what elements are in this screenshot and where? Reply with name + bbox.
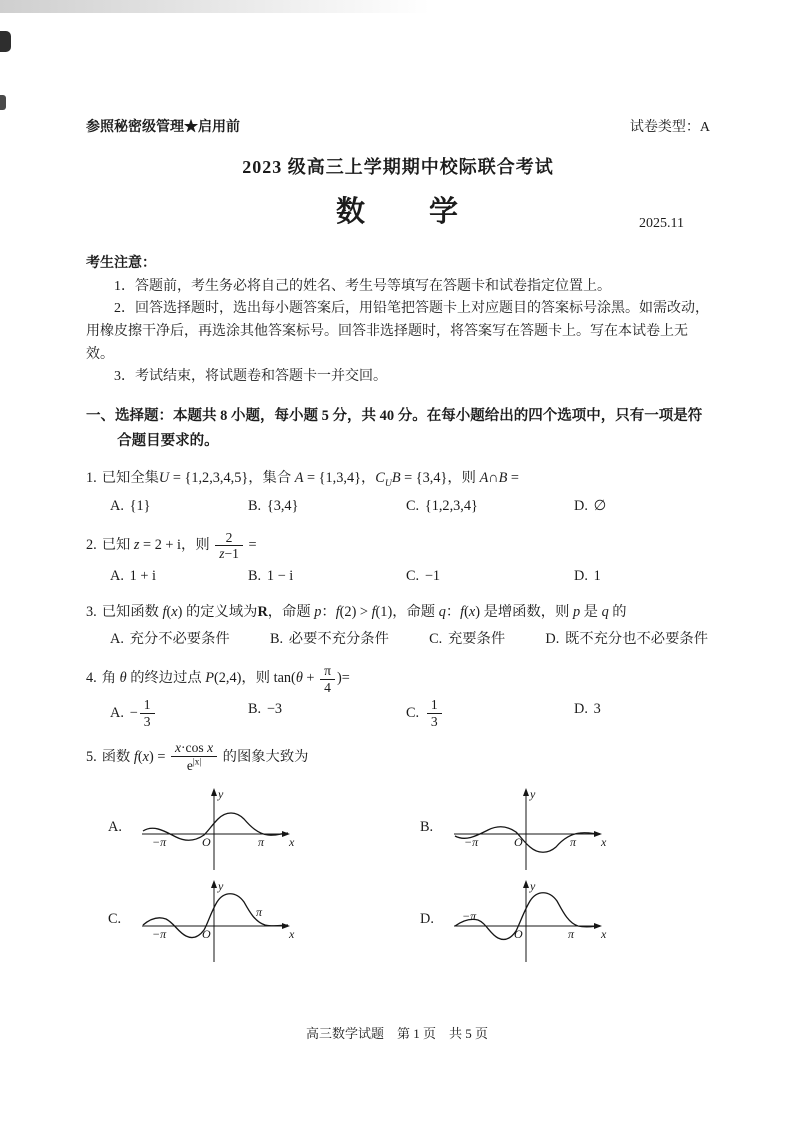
graph-option-label: C. bbox=[108, 910, 122, 927]
question-4-stem bbox=[86, 663, 710, 695]
question-1-option-d bbox=[574, 494, 710, 519]
question-number: 3. bbox=[86, 603, 97, 620]
pi-label: π bbox=[570, 835, 577, 850]
graph-option-c bbox=[108, 874, 398, 964]
option-content: − $\frac{1}{3}$ bbox=[130, 705, 157, 721]
function-graph-c bbox=[136, 874, 300, 964]
option-content: 1 + i bbox=[129, 567, 156, 584]
question-3 bbox=[86, 600, 710, 652]
origin-label: O bbox=[514, 835, 523, 850]
option-label: B. bbox=[248, 701, 262, 718]
option-label: B. bbox=[248, 567, 262, 584]
graph-option-b bbox=[420, 782, 710, 872]
option-content: 必要不充分条件 bbox=[288, 630, 389, 647]
question-2-options bbox=[86, 564, 710, 589]
notice-item-1: 1．答题前，考生务必将自己的姓名、考生号等填写在答题卡和试卷指定位置上。 bbox=[114, 278, 611, 294]
y-axis-arrow bbox=[211, 788, 217, 796]
function-graph-a bbox=[136, 782, 300, 872]
scan-artifact-band bbox=[0, 0, 430, 13]
question-3-option-b bbox=[270, 627, 389, 652]
graph-option-label: B. bbox=[420, 818, 434, 835]
question-number: 2. bbox=[86, 537, 97, 554]
question-5-graphs bbox=[86, 782, 710, 964]
question-2-option-b bbox=[248, 564, 406, 589]
option-label: C. bbox=[406, 497, 420, 514]
option-label: C. bbox=[406, 704, 420, 721]
y-axis-label: y bbox=[530, 879, 536, 894]
paper-type-label: 试卷类型：A bbox=[629, 120, 710, 135]
option-content: 3 bbox=[593, 701, 601, 718]
question-1-stem bbox=[86, 466, 710, 492]
neg-pi-label: −π bbox=[464, 835, 479, 850]
scan-artifact bbox=[0, 95, 6, 110]
graph-option-label: A. bbox=[108, 818, 122, 835]
graph-option-d bbox=[420, 874, 710, 964]
y-axis-label: y bbox=[218, 879, 224, 894]
option-content: 既不充分也不必要条件 bbox=[565, 630, 708, 647]
graph-row-1 bbox=[86, 782, 710, 872]
question-4-option-c bbox=[406, 697, 574, 729]
question-text: 已知 z = 2 + i，则 $\frac{2}{z-1}$ = bbox=[101, 529, 257, 562]
y-axis-label: y bbox=[530, 787, 536, 802]
option-label: A. bbox=[110, 497, 124, 514]
option-label: A. bbox=[110, 567, 124, 584]
question-1-option-a bbox=[110, 494, 248, 519]
option-content: 充分不必要条件 bbox=[129, 630, 230, 647]
option-label: D. bbox=[545, 630, 560, 647]
option-label: C. bbox=[406, 567, 420, 584]
question-5-stem bbox=[86, 740, 710, 774]
option-label: B. bbox=[248, 497, 262, 514]
graph-option-a bbox=[108, 782, 398, 872]
subject-title: 数 学 bbox=[335, 196, 460, 228]
question-4-option-a bbox=[110, 697, 248, 729]
function-graph-b bbox=[448, 782, 612, 872]
graph-option-label: D. bbox=[420, 910, 434, 927]
notice-item-3: 3．考试结束，将试题卷和答题卡一并交回。 bbox=[114, 369, 387, 385]
question-2-option-a bbox=[110, 564, 248, 589]
option-content: ∅ bbox=[593, 497, 607, 514]
question-5 bbox=[86, 740, 710, 964]
function-graph-d bbox=[448, 874, 612, 964]
option-label: C. bbox=[429, 630, 443, 647]
y-axis-label: y bbox=[218, 787, 224, 802]
question-number: 5. bbox=[86, 748, 97, 765]
question-1 bbox=[86, 466, 710, 519]
question-4-options bbox=[86, 697, 710, 729]
question-3-option-d bbox=[545, 627, 708, 652]
question-text: 函数 f(x) = $\frac{\text{x·cos x}}{e^{|x|}}$ 的图象大致为 bbox=[101, 740, 309, 774]
question-2-option-d bbox=[574, 564, 710, 589]
question-2-option-c bbox=[406, 564, 574, 589]
page-header bbox=[86, 116, 710, 136]
question-number: 4. bbox=[86, 670, 97, 687]
question-text: 角 θ 的终边过点 P(2,4)，则 tan(θ + $\frac{\pi}{4}$ )= bbox=[101, 662, 350, 695]
option-content: {1,2,3,4} bbox=[424, 497, 478, 514]
option-content: 1 bbox=[593, 567, 601, 584]
pi-label: π bbox=[258, 835, 265, 850]
neg-pi-label: −π bbox=[462, 909, 477, 924]
graph-row-2 bbox=[86, 874, 710, 964]
exam-title: 2023 级高三上学期期中校际联合考试 bbox=[242, 157, 554, 177]
curve-d bbox=[455, 893, 600, 940]
notice-heading: 考生注意： bbox=[86, 256, 156, 271]
option-content: 充要条件 bbox=[447, 630, 506, 647]
question-2-stem bbox=[86, 530, 710, 562]
question-3-option-c bbox=[429, 627, 505, 652]
option-label: D. bbox=[574, 497, 588, 514]
candidate-notice bbox=[86, 253, 710, 389]
option-label: A. bbox=[110, 704, 124, 721]
option-content: $\frac{1}{3}$ bbox=[425, 705, 444, 721]
page-footer: 高三数学试题 第 1 页 共 5 页 bbox=[305, 1026, 488, 1041]
y-axis-arrow bbox=[211, 880, 217, 888]
scan-artifact bbox=[0, 31, 11, 52]
option-label: D. bbox=[574, 567, 588, 584]
neg-pi-label: −π bbox=[152, 927, 167, 942]
notice-item-2: 2．回答选择题时，选出每小题答案后，用铅笔把答题卡上对应题目的答案标号涂黑。如需改动，用橡皮擦干净后，再选涂其他答案标号。回答非选择题时，将答案写在答题卡上。写在本试卷上无效。 bbox=[86, 301, 709, 362]
x-axis-label: x bbox=[289, 927, 295, 942]
option-content: −3 bbox=[266, 701, 283, 718]
question-1-option-c bbox=[406, 494, 574, 519]
security-classification-label: 参照秘密级管理★启用前 bbox=[86, 120, 240, 135]
section-one-heading: 一、选择题：本题共 8 小题，每小题 5 分，共 40 分。在每小题给出的四个选项中，只有一项是符合题目要求的。 bbox=[86, 408, 703, 450]
question-3-option-a bbox=[110, 627, 230, 652]
question-number: 1. bbox=[86, 469, 97, 486]
subject-row bbox=[86, 189, 710, 237]
question-text: 已知全集U = {1,2,3,4,5}，集合 A = {1,3,4}，$C_UB = \{3,4\}$，则 A∩B = bbox=[101, 469, 519, 489]
option-content: {3,4} bbox=[266, 497, 299, 514]
option-label: D. bbox=[574, 701, 588, 718]
option-content: 1 − i bbox=[266, 567, 294, 584]
origin-label: O bbox=[514, 927, 523, 942]
question-2 bbox=[86, 530, 710, 589]
question-4-option-d bbox=[574, 697, 710, 729]
question-3-options bbox=[86, 627, 710, 652]
x-axis-label: x bbox=[601, 835, 607, 850]
question-1-options bbox=[86, 494, 710, 519]
origin-label: O bbox=[202, 927, 211, 942]
question-1-option-b bbox=[248, 494, 406, 519]
question-4-option-b bbox=[248, 697, 406, 729]
question-text: 已知函数 f(x) 的定义域为R，命题 p：f(2) > f(1)，命题 q：f(x) 是增函数，则 p 是 q 的 bbox=[101, 603, 627, 620]
origin-label: O bbox=[202, 835, 211, 850]
pi-label: π bbox=[568, 927, 575, 942]
neg-pi-label: −π bbox=[152, 835, 167, 850]
option-content: {1} bbox=[129, 497, 151, 514]
x-axis-label: x bbox=[289, 835, 295, 850]
question-3-stem bbox=[86, 600, 710, 625]
option-label: B. bbox=[269, 630, 284, 647]
y-axis-arrow bbox=[523, 788, 529, 796]
exam-date: 2025.11 bbox=[639, 216, 684, 231]
pi-label: π bbox=[256, 905, 263, 920]
option-label: A. bbox=[110, 630, 124, 647]
question-4 bbox=[86, 663, 710, 729]
x-axis-label: x bbox=[601, 927, 607, 942]
y-axis-arrow bbox=[523, 880, 529, 888]
option-content: −1 bbox=[424, 567, 441, 584]
